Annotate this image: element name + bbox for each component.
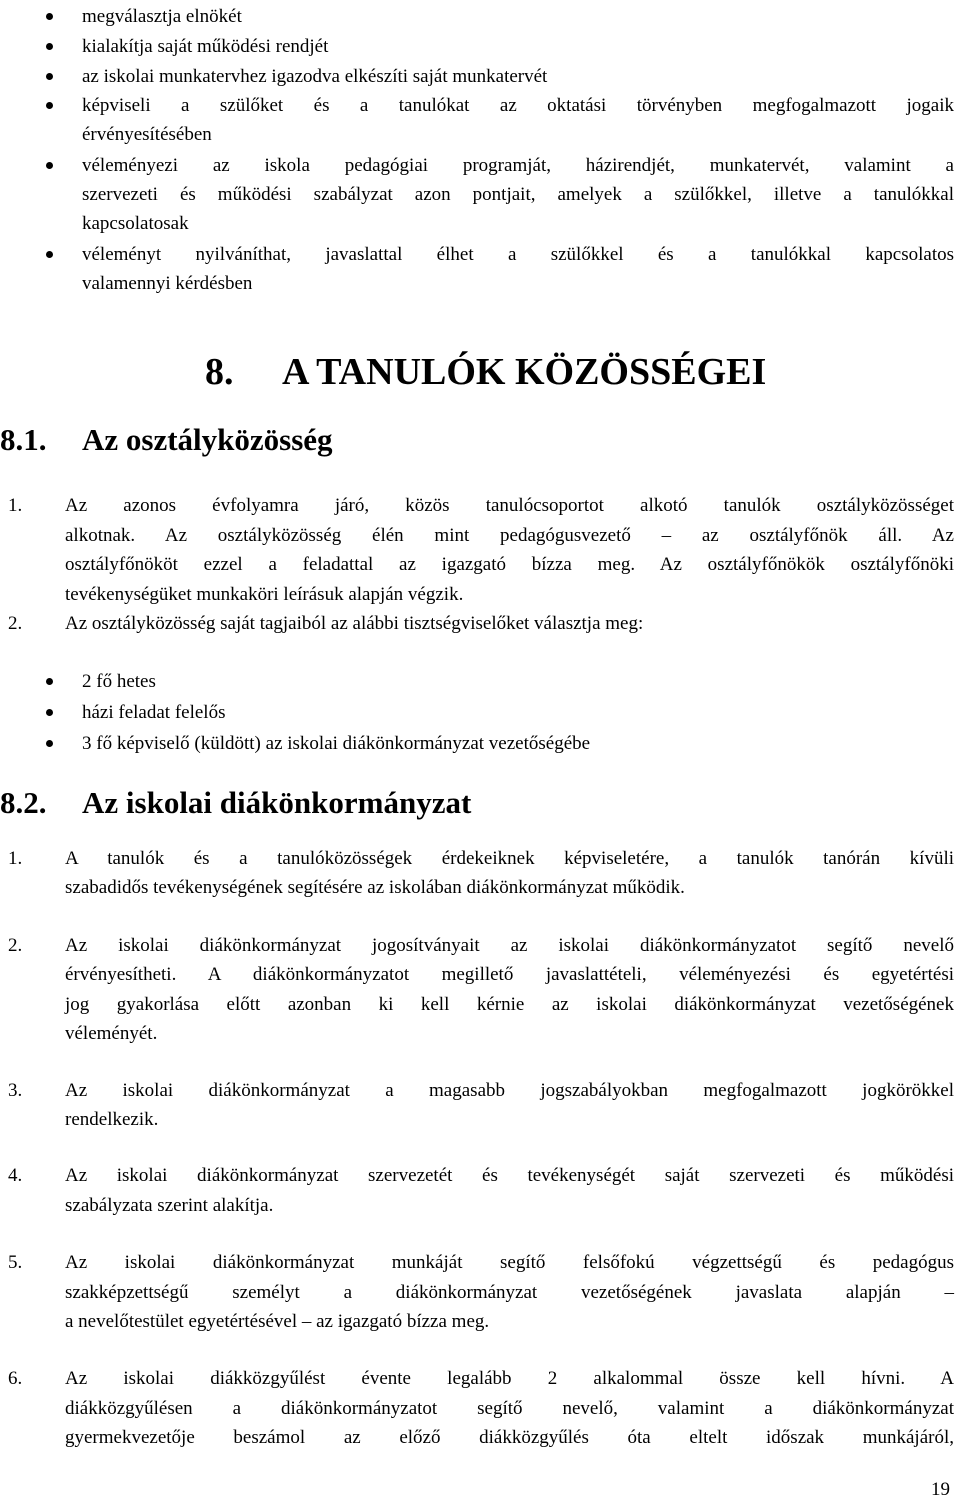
page-number: 19 xyxy=(931,1479,950,1500)
paragraph-line: tevékenységüket munkaköri leírásuk alapján végzik. xyxy=(65,584,464,605)
item-number: 5. xyxy=(8,1252,23,1273)
section-number: 8.1. xyxy=(0,422,47,457)
list-item-line: valamennyi kérdésben xyxy=(82,273,253,294)
paragraph-line: Az iskolai diákönkormányzat a magasabb jogszabályokban megfogalmazott jogkörökkel xyxy=(65,1080,954,1101)
paragraph-line: Az iskolai diákönkormányzat jogosítványait az iskolai diákönkormányzatot segítő nevelő xyxy=(65,935,954,956)
bullet-dot xyxy=(46,162,53,169)
paragraph-line: a nevelőtestület egyetértésével – az igazgató bízza meg. xyxy=(65,1311,490,1332)
list-item: megválasztja elnökét xyxy=(82,6,242,27)
list-item-line: véleményezi az iskola pedagógiai programját, házirendjét, munkatervét, valamint a xyxy=(82,155,954,176)
item-number: 2. xyxy=(8,613,23,634)
paragraph-line: Az iskolai diákközgyűlést évente legalább 2 alkalommal össze kell hívni. A xyxy=(65,1368,954,1389)
section-number: 8.2. xyxy=(0,785,47,820)
item-number: 3. xyxy=(8,1080,23,1101)
chapter-number: 8. xyxy=(205,351,234,393)
list-item: az iskolai munkatervhez igazodva elkészíti saját munkatervét xyxy=(82,66,548,87)
item-number: 4. xyxy=(8,1165,23,1186)
list-item: házi feladat felelős xyxy=(82,702,226,723)
paragraph-line: Az iskolai diákönkormányzat munkáját segítő felsőfokú végzettségű és pedagógus xyxy=(65,1252,954,1273)
paragraph-line: Az azonos évfolyamra járó, közös tanulócsoportot alkotó tanulók osztályközösséget xyxy=(65,495,954,516)
paragraph-line: szabályzata szerint alakítja. xyxy=(65,1195,274,1216)
paragraph-line: diákközgyűlésen a diákönkormányzatot segítő nevelő, valamint a diákönkormányzat xyxy=(65,1398,954,1419)
list-item: kialakítja saját működési rendjét xyxy=(82,36,329,57)
paragraph-line: rendelkezik. xyxy=(65,1109,159,1130)
paragraph-line: szabadidős tevékenységének segítésére az iskolában diákönkormányzat működik. xyxy=(65,877,685,898)
list-item-line: kapcsolatosak xyxy=(82,213,189,234)
paragraph-line: érvényesítheti. A diákönkormányzatot megillető javaslattételi, véleményezési és egyetértési xyxy=(65,964,954,985)
paragraph-line: alkotnak. Az osztályközösség élén mint pedagógusvezető – az osztályfőnök áll. Az xyxy=(65,525,954,546)
list-item-line: véleményt nyilváníthat, javaslattal élhet a szülőkkel és a tanulókkal kapcsolatos xyxy=(82,244,954,265)
list-item-line: érvényesítésében xyxy=(82,124,212,145)
paragraph-line: jog gyakorlása előtt azonban ki kell kérnie az iskolai diákönkormányzat vezetőségének xyxy=(65,994,954,1015)
bullet-dot xyxy=(46,251,53,258)
section-title: Az iskolai diákönkormányzat xyxy=(82,785,472,820)
bullet-dot xyxy=(46,709,53,716)
item-number: 1. xyxy=(8,495,23,516)
list-item: 2 fő hetes xyxy=(82,671,156,692)
bullet-dot xyxy=(46,13,53,20)
list-item-line: szervezeti és működési szabályzat azon pontjait, amelyek a szülőkkel, illetve a tanulókkal xyxy=(82,184,954,205)
paragraph-line: osztályfőnököt ezzel a feladattal az igazgató bízza meg. Az osztályfőnökök osztályfőnöki xyxy=(65,554,954,575)
paragraph-line: Az osztályközösség saját tagjaiból az alábbi tisztségviselőket választja meg: xyxy=(65,613,644,634)
list-item: 3 fő képviselő (küldött) az iskolai diákönkormányzat vezetőségébe xyxy=(82,733,591,754)
item-number: 1. xyxy=(8,848,23,869)
paragraph-line: A tanulók és a tanulóközösségek érdekeiknek képviseletére, a tanulók tanórán kívüli xyxy=(65,848,954,869)
paragraph-line: véleményét. xyxy=(65,1023,158,1044)
bullet-dot xyxy=(46,102,53,109)
paragraph-line: gyermekvezetője beszámol az előző diákközgyűlés óta eltelt időszak munkájáról, xyxy=(65,1427,954,1448)
bullet-dot xyxy=(46,678,53,685)
paragraph-line: szakképzettségű személyt a diákönkormányzat vezetőségének javaslata alapján – xyxy=(65,1282,954,1303)
item-number: 6. xyxy=(8,1368,23,1389)
chapter-title: A TANULÓK KÖZÖSSÉGEI xyxy=(282,351,767,393)
bullet-dot xyxy=(46,43,53,50)
list-item-line: képviseli a szülőket és a tanulókat az oktatási törvényben megfogalmazott jogaik xyxy=(82,95,954,116)
bullet-dot xyxy=(46,740,53,747)
section-title: Az osztályközösség xyxy=(82,422,333,457)
item-number: 2. xyxy=(8,935,23,956)
bullet-dot xyxy=(46,73,53,80)
paragraph-line: Az iskolai diákönkormányzat szervezetét és tevékenységét saját szervezeti és működési xyxy=(65,1165,954,1186)
